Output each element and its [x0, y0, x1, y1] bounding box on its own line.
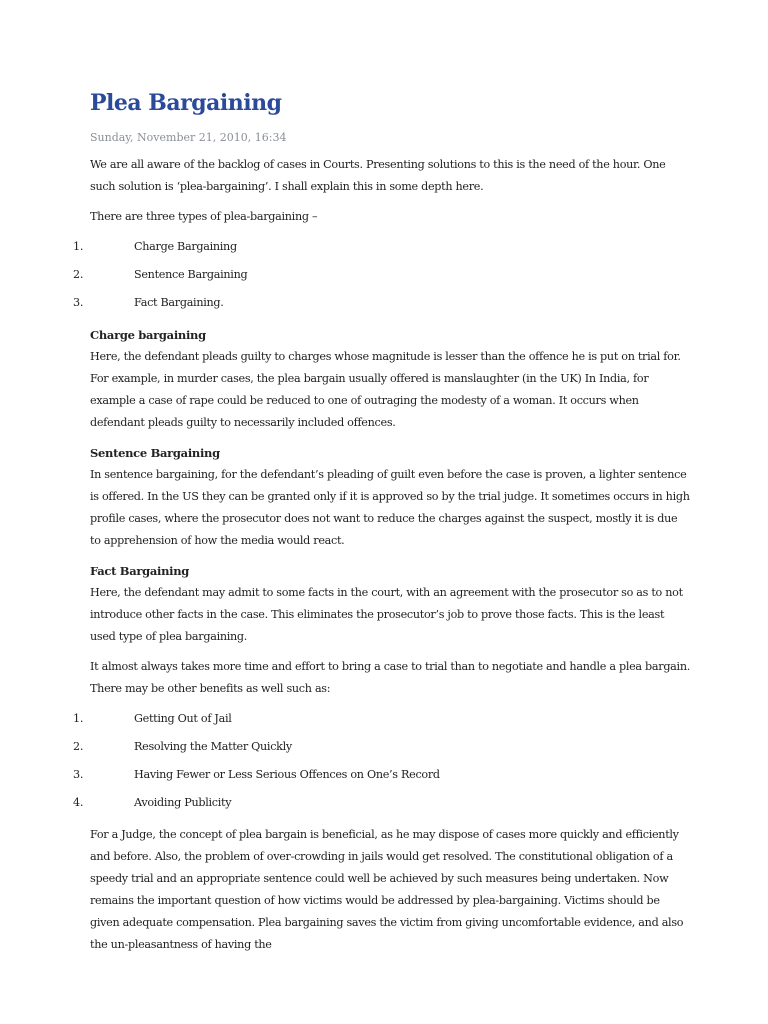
list-item	[73, 792, 690, 820]
benefits-intro: It almost always takes more time and effort to bring a case to trial than to negotiate and handle a plea bargain. There may be other benefits as well such as:	[90, 660, 690, 695]
list-item	[73, 292, 690, 320]
list-item	[73, 764, 690, 792]
list-item-label: Getting Out of Jail	[134, 712, 232, 725]
list-number: 3.	[73, 296, 84, 309]
list-number: 2.	[73, 740, 84, 753]
fact-bargaining-paragraph: Here, the defendant may admit to some facts in the court, with an agreement with the prosecutor so as to not introduce other facts in the case. This eliminates the prosecutor’s job to prove those facts. This is the least used type of plea bargaining.	[90, 586, 683, 643]
list-number: 1.	[73, 712, 84, 725]
list-item-label: Sentence Bargaining	[134, 268, 248, 281]
list-item-label: Resolving the Matter Quickly	[134, 740, 292, 753]
sentence-bargaining-heading: Sentence Bargaining	[90, 446, 220, 460]
fact-bargaining-heading: Fact Bargaining	[90, 564, 190, 578]
article-title: Plea Bargaining	[90, 90, 282, 116]
judge-paragraph: For a Judge, the concept of plea bargain is beneficial, as he may dispose of cases more quickly and efficiently and before. Also, the problem of over-crowding in jails would get resolved. The constitutional obligation of a speedy trial and an appropriate sentence could well be achieved by such measures being undertaken. Now remains the important question of how victims would be addressed by plea-bargaining. Victims should be given adequate compensation. Plea bargaining saves the victim from giving uncomfortable evidence, and also the un-pleasantness of having the	[90, 828, 684, 951]
list-number: 1.	[73, 240, 84, 253]
list-item-label: Having Fewer or Less Serious Offences on One’s Record	[134, 768, 440, 781]
list-item-label: Avoiding Publicity	[134, 796, 232, 809]
list-number: 3.	[73, 768, 84, 781]
charge-bargaining-heading: Charge bargaining	[90, 328, 206, 342]
list-number: 4.	[73, 796, 84, 809]
intro-paragraph: We are all aware of the backlog of cases in Courts. Presenting solutions to this is the need of the hour. One such solution is ‘plea-bargaining’. I shall explain this in some depth here.	[90, 158, 666, 193]
list-item	[73, 736, 690, 764]
list-number: 2.	[73, 268, 84, 281]
list-item	[73, 708, 690, 736]
list-item	[73, 264, 690, 292]
sentence-bargaining-paragraph: In sentence bargaining, for the defendant’s pleading of guilt even before the case is proven, a lighter sentence is offered. In the US they can be granted only if it is approved so by the trial judge. It sometimes occurs in high profile cases, where the prosecutor does not want to reduce the charges against the suspect, mostly it is due to apprehension of how the media would react.	[90, 468, 690, 547]
benefits-list	[73, 708, 690, 820]
article-date: Sunday, November 21, 2010, 16:34	[90, 131, 287, 144]
charge-bargaining-paragraph: Here, the defendant pleads guilty to charges whose magnitude is lesser than the offence he is put on trial for. For example, in murder cases, the plea bargain usually offered is manslaughter (in the UK) In India, for example a case of rape could be reduced to one of outraging the modesty of a woman. It occurs when defendant pleads guilty to necessarily included offences.	[90, 350, 681, 429]
types-list	[73, 236, 690, 320]
article-body	[73, 154, 690, 964]
list-item-label: Charge Bargaining	[134, 240, 237, 253]
list-item-label: Fact Bargaining.	[134, 296, 224, 309]
types-intro: There are three types of plea-bargaining –	[90, 210, 318, 223]
list-item	[73, 236, 690, 264]
